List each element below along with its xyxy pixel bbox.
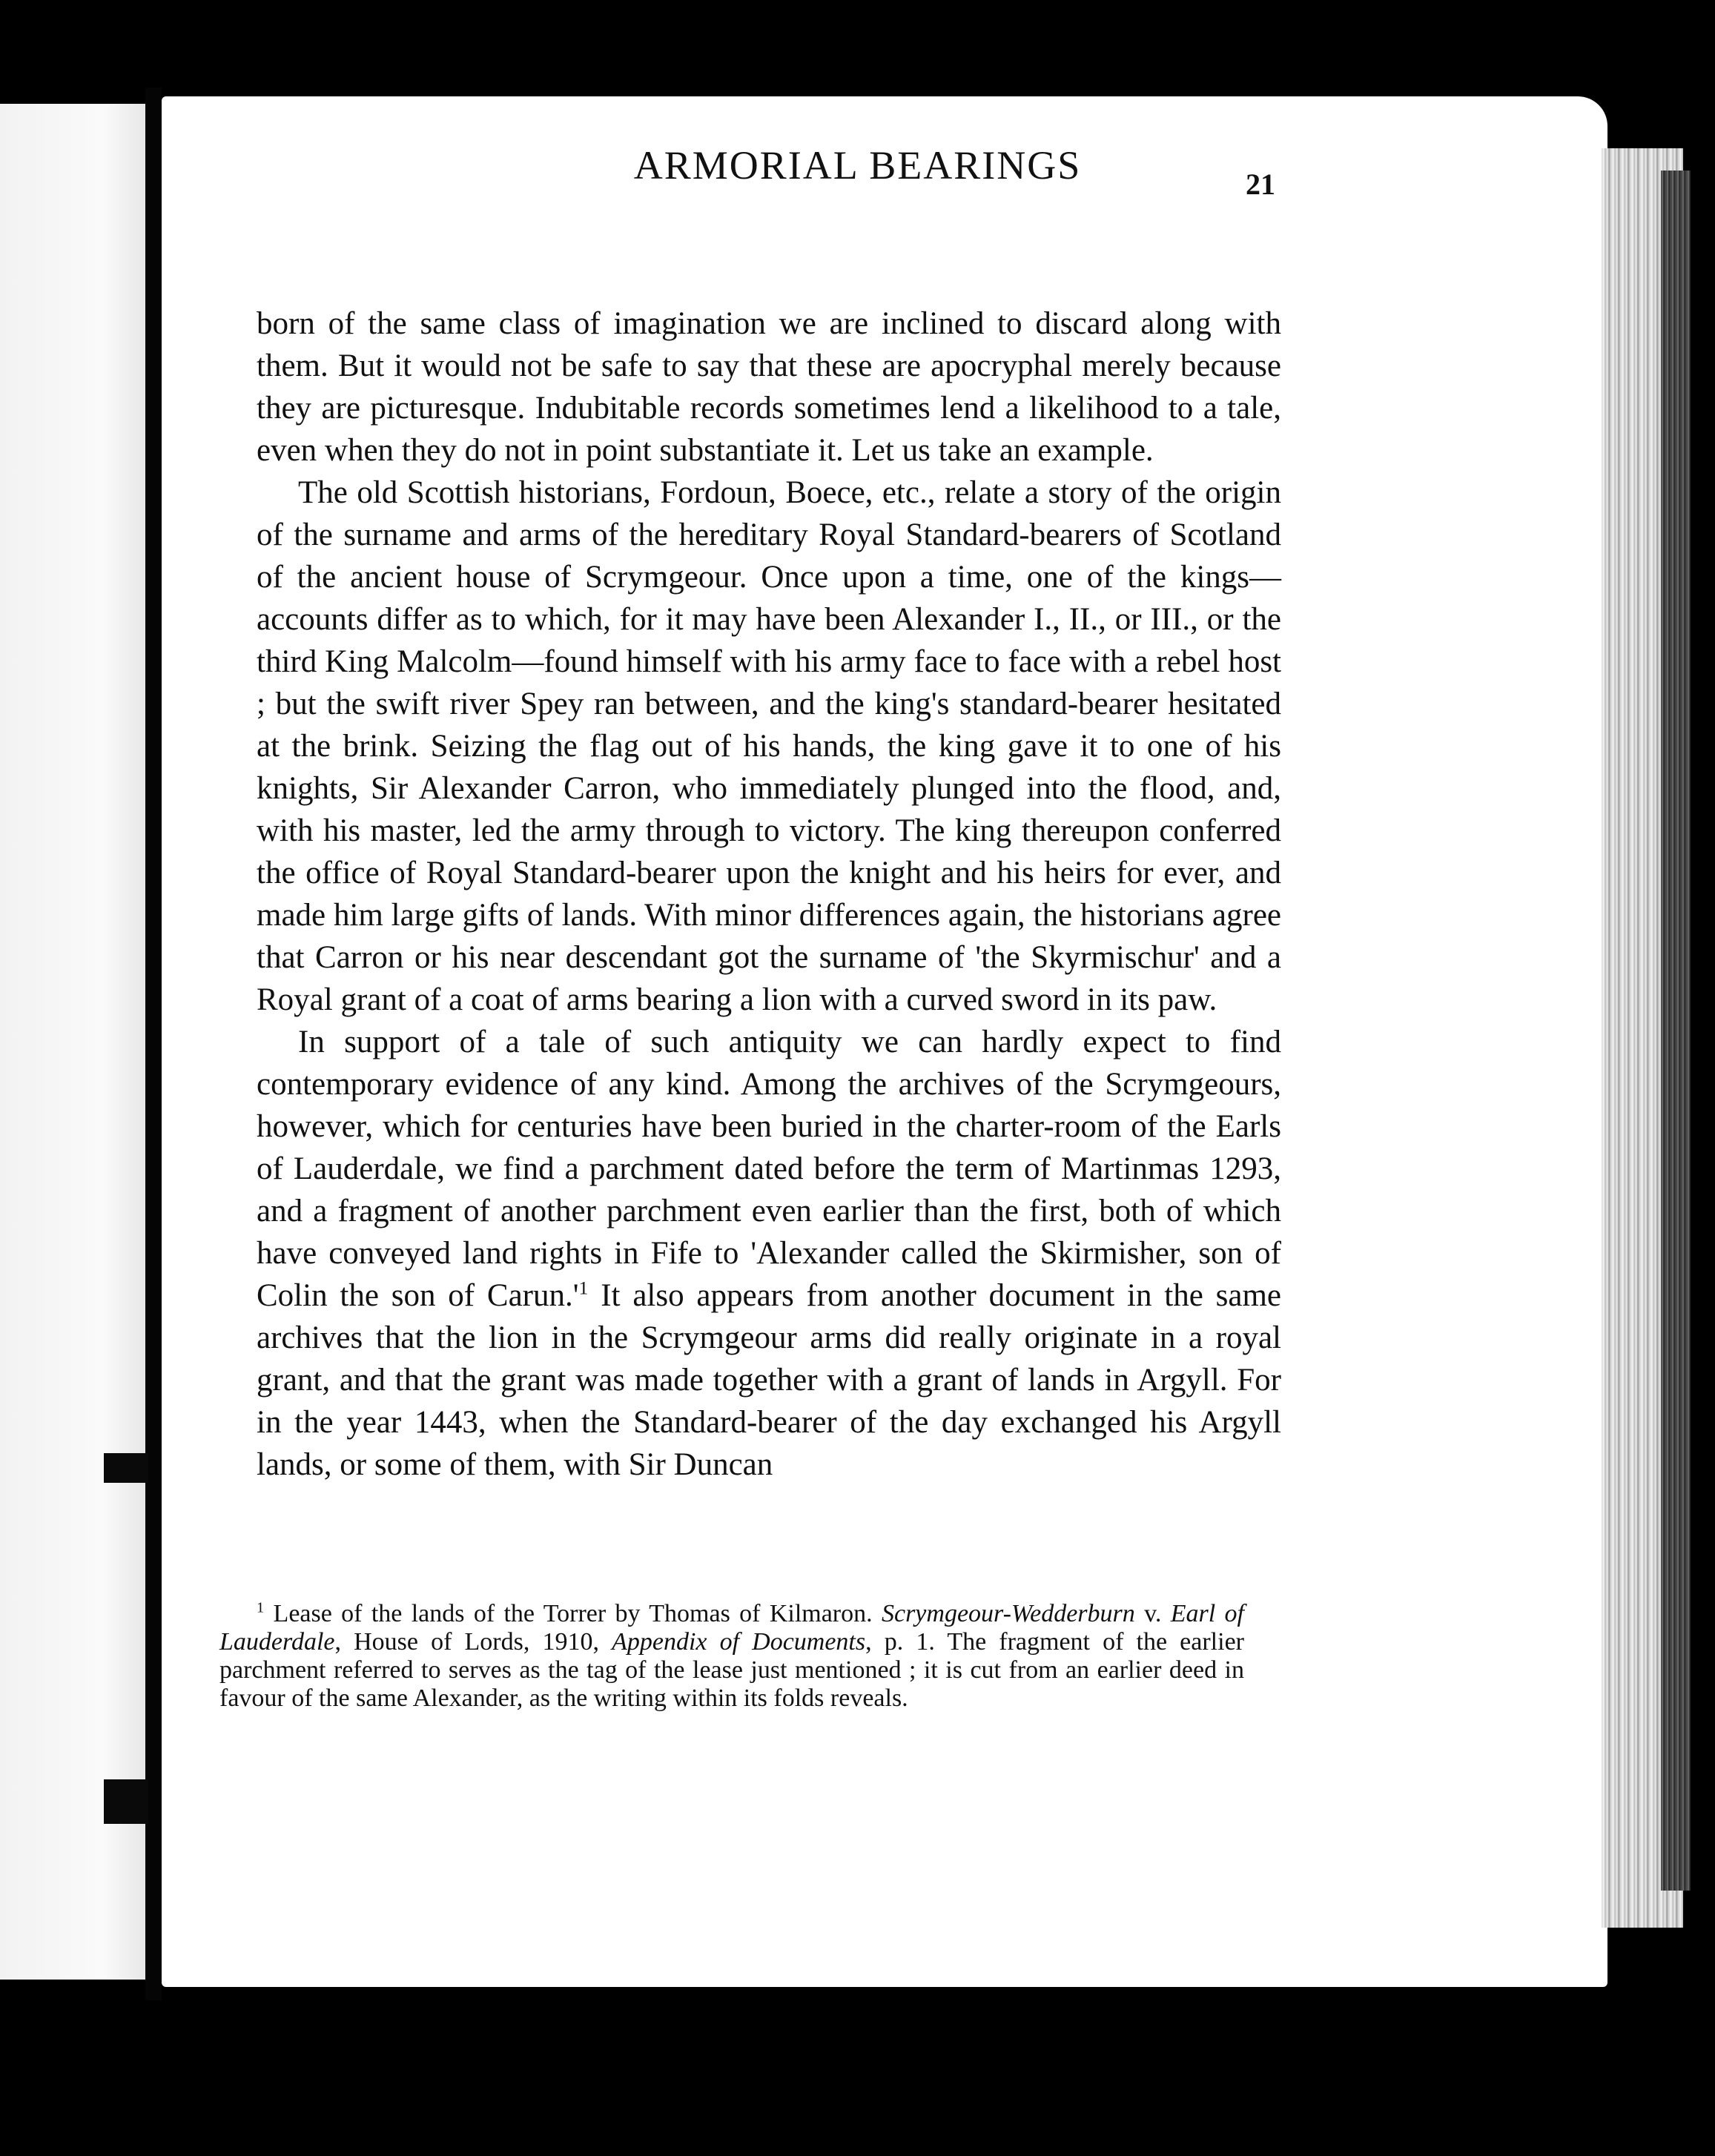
footnote-text: Lease of the lands of the Torrer by Thomas of Kilmaron. <box>273 1600 873 1627</box>
footnote-marker: 1 <box>257 1599 265 1616</box>
footnote-reference: 1 <box>578 1277 589 1299</box>
footnote-text: , House of Lords, 1910, <box>334 1628 599 1656</box>
paragraph: born of the same class of imagination we are inclined to discard along with them. But it would not be safe to say that these are apocryphal merely because they are picturesque. Indubitable records sometimes lend a likelihood to a tale, even when they do not in point substantiate it. Let us take an example. <box>257 306 1281 468</box>
footnote-italic: Earl of Lauderdale <box>219 1600 1244 1656</box>
page-number: 21 <box>1246 168 1275 201</box>
footnote <box>219 1600 1244 1713</box>
facing-page-edge <box>0 104 148 1980</box>
footnote-text: v. <box>1144 1600 1162 1627</box>
paragraph: The old Scottish historians, Fordoun, Boece, etc., relate a story of the origin of the surname and arms of the hereditary Royal Standard-bearers of Scotland of the ancient house of Scrymgeour. Once upon a time, one of the kings—accounts differ as to which, for it may have been Alexander I., II., or III., or the third King Malcolm—found himself with his army face to face with a rebel host ; but the swift river Spey ran between, and the king's standard-bearer hesitated at the brink. Seizing the flag out of his hands, the king gave it to one of his knights, Sir Alexander Carron, who immediately plunged into the flood, and, with his master, led the army through to victory. The king thereupon conferred the office of Royal Standard-bearer upon the knight and his heirs for ever, and made him large gifts of lands. With minor differences again, the historians agree that Carron or his near descendant got the surname of 'the Skyrmischur' and a Royal grant of a coat of arms bearing a lion with a curved sword in its paw. <box>257 475 1281 1017</box>
footnote-text: , p. 1. The fragment of the earlier parchment referred to serves as the tag of the lease just mentioned ; it is cut from an earlier deed in favour of the same Alexander, as the writing within its folds reveals. <box>219 1628 1244 1712</box>
paragraph-text: In support of a tale of such antiquity we can hardly expect to find contemporary evidence of any kind. Among the archives of the Scrymgeours, however, which for centuries have been buried in the charter-room of the Earls of Lauderdale, we find a parchment dated before the term of Martinmas 1293, and a fragment of another parchment even earlier than the first, both of which have conveyed land rights in Fife to 'Alexander called the Skirmisher, son of Colin the son of Carun.' <box>257 1025 1281 1313</box>
footnote-italic: Appendix of Documents <box>612 1628 866 1656</box>
body-text <box>257 302 1281 1486</box>
gutter-notch <box>104 1779 148 1824</box>
paragraph <box>257 1021 1281 1486</box>
paragraph-text: It also appears from another document in the same archives that the lion in the Scrymgeour arms did really originate in a royal grant, and that the grant was made together with a grant of lands in Argyll. For in the year 1443, when the Standard-bearer of the day exchanged his Argyll lands, or some of them, with Sir Duncan <box>257 1278 1282 1482</box>
book-gutter <box>145 87 162 2000</box>
running-head: ARMORIAL BEARINGS <box>633 143 1082 188</box>
footnote-italic: Scrymgeour-Wedderburn <box>881 1600 1135 1627</box>
gutter-notch <box>104 1453 148 1483</box>
book-cover-edge <box>1661 171 1691 1891</box>
